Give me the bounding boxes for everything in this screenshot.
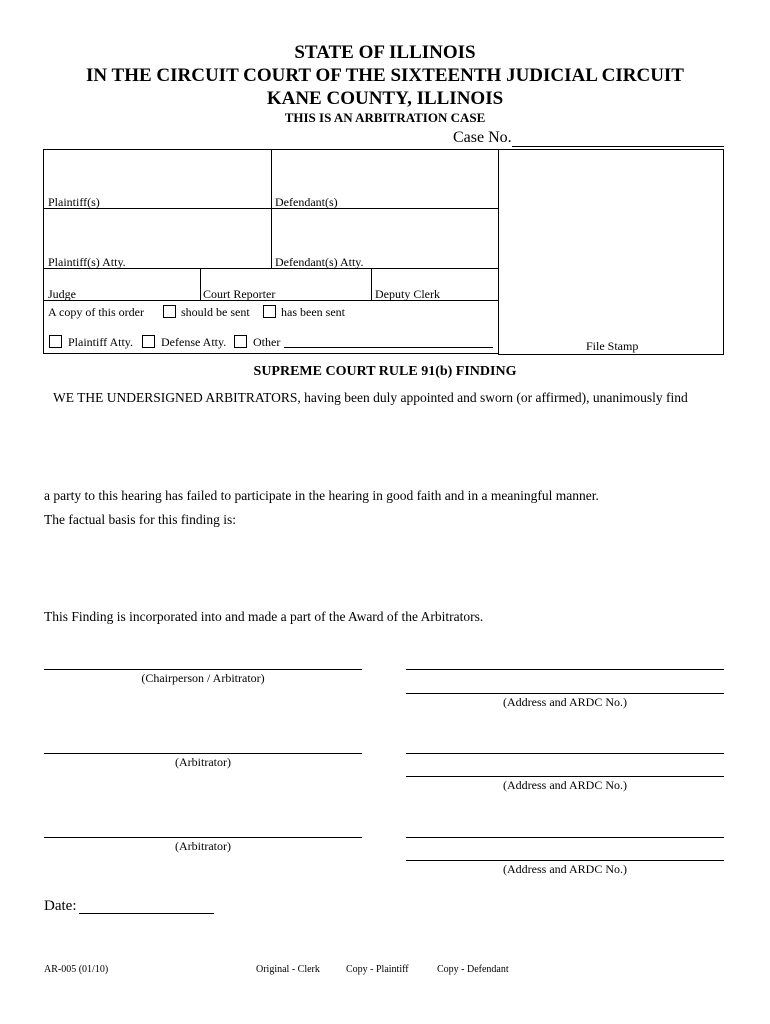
address-label-3: (Address and ARDC No.): [503, 862, 627, 876]
date-field[interactable]: [79, 913, 214, 914]
address-label-2: (Address and ARDC No.): [503, 778, 627, 792]
should-be-sent-checkbox[interactable]: [163, 305, 176, 318]
plaintiff-atty-label: Plaintiff Atty.: [68, 335, 134, 349]
form-number: AR-005 (01/10): [44, 964, 109, 975]
date-label: Date:: [44, 898, 77, 914]
other-checkbox[interactable]: [234, 335, 247, 348]
defense-atty-checkbox[interactable]: [142, 335, 155, 348]
arbitrator-label-3: (Arbitrator): [175, 839, 231, 853]
plaintiffs-label: Plaintiff(s): [48, 195, 100, 209]
address-line-3b[interactable]: [406, 860, 724, 861]
caption-border-bottom: [43, 353, 498, 354]
address-line-3a[interactable]: [406, 837, 724, 838]
address-line-2a[interactable]: [406, 753, 724, 754]
should-be-sent-label: should be sent: [181, 305, 250, 319]
case-no-field[interactable]: [512, 146, 724, 147]
footer-copy-plaintiff: Copy - Plaintiff: [346, 964, 409, 975]
footer-original: Original - Clerk: [256, 964, 320, 975]
header-state: STATE OF ILLINOIS: [294, 42, 476, 63]
defendants-label: Defendant(s): [275, 195, 338, 209]
form-title: SUPREME COURT RULE 91(b) FINDING: [253, 364, 517, 379]
deputy-clerk-label: Deputy Clerk: [375, 287, 440, 301]
file-stamp-label: File Stamp: [586, 339, 639, 353]
footer-copy-defendant: Copy - Defendant: [437, 964, 509, 975]
has-been-sent-label: has been sent: [281, 305, 345, 319]
header-county: KANE COUNTY, ILLINOIS: [266, 88, 504, 109]
judge-label: Judge: [48, 287, 76, 301]
caption-border-left: [43, 149, 44, 354]
chair-label: (Chairperson / Arbitrator): [141, 671, 265, 685]
plaintiff-atty-checkbox[interactable]: [49, 335, 62, 348]
has-been-sent-checkbox[interactable]: [263, 305, 276, 318]
chair-signature-line[interactable]: [44, 669, 362, 670]
caption-col-divider: [271, 149, 272, 268]
court-reporter-label: Court Reporter: [203, 287, 276, 301]
plaintiffs-atty-label: Plaintiff(s) Atty.: [48, 255, 126, 269]
arbitrator-signature-line-3[interactable]: [44, 837, 362, 838]
header-case-type: THIS IS AN ARBITRATION CASE: [284, 110, 486, 125]
header-court: IN THE CIRCUIT COURT OF THE SIXTEENTH JUDICIAL CIRCUIT: [86, 65, 684, 86]
address-label-1: (Address and ARDC No.): [503, 695, 627, 709]
incorporated-text: This Finding is incorporated into and made a part of the Award of the Arbitrators.: [44, 609, 484, 624]
caption-reporter-divider: [371, 268, 372, 300]
other-field[interactable]: [284, 347, 493, 348]
address-line-2b[interactable]: [406, 776, 724, 777]
caption-judge-divider: [200, 268, 201, 300]
copy-of-order-label: A copy of this order: [48, 305, 144, 319]
address-line-1a[interactable]: [406, 669, 724, 670]
intro-text: WE THE UNDERSIGNED ARBITRATORS, having been duly appointed and sworn (or affirmed), unanimously find: [53, 390, 688, 405]
other-label: Other: [253, 335, 281, 349]
case-no-label: Case No.: [453, 129, 512, 146]
file-stamp-box: [498, 149, 724, 355]
finding-text: a party to this hearing has failed to participate in the hearing in good faith and in a meaningful manner.: [44, 488, 599, 503]
arbitrator-label-2: (Arbitrator): [175, 755, 231, 769]
arbitrator-signature-line-2[interactable]: [44, 753, 362, 754]
defendants-atty-label: Defendant(s) Atty.: [275, 255, 364, 269]
address-line-1b[interactable]: [406, 693, 724, 694]
basis-text: The factual basis for this finding is:: [44, 512, 236, 527]
defense-atty-label: Defense Atty.: [161, 335, 227, 349]
